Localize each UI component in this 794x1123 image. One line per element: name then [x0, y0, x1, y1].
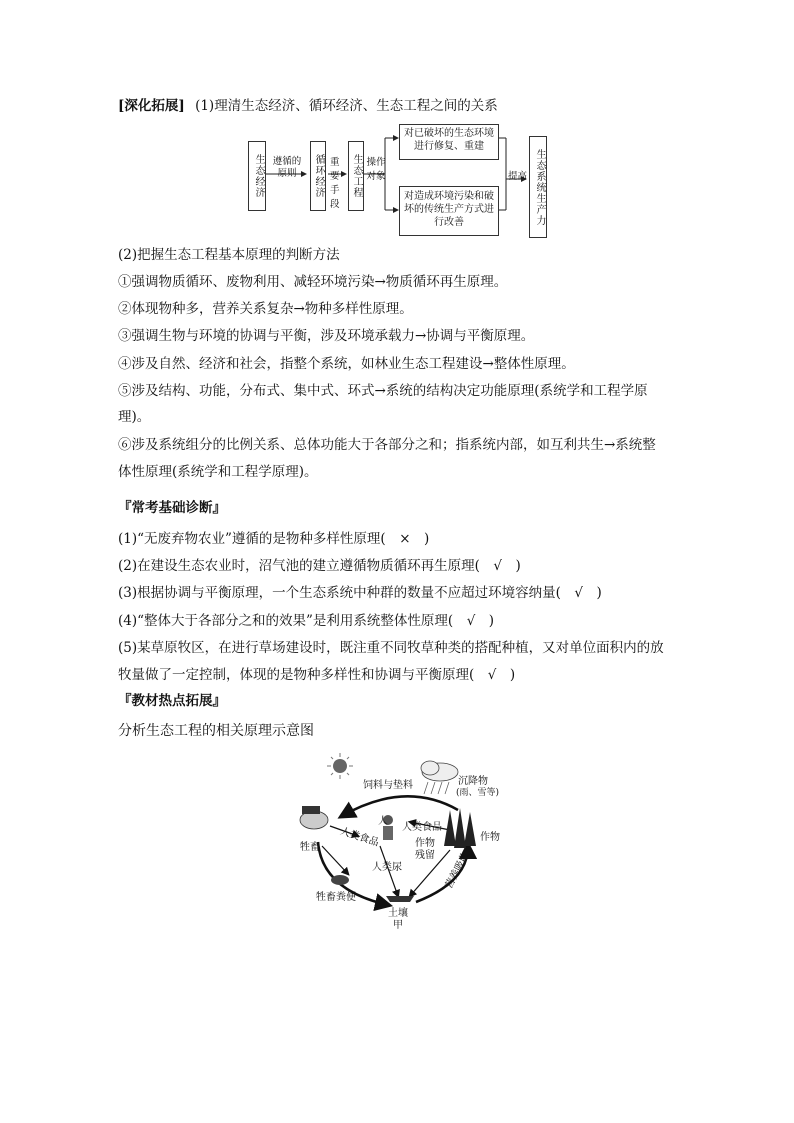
label-food-right: 人类食品: [402, 822, 442, 833]
label-op-text: 操作对象: [366, 157, 386, 182]
label-means-text: 重要手段: [330, 157, 340, 210]
paragraph-5: ⑤涉及结构、功能，分布式、集中式、环式→系统的结构决定功能原理(系统学和工程学原: [118, 383, 648, 399]
manure-icon: [331, 875, 349, 885]
label-nutrients: 营养吸收: [443, 850, 473, 891]
box-productivity: 生态系统生产力: [529, 136, 547, 238]
paragraph-6: 理)。: [118, 409, 151, 425]
label-feed: 饲料与垫料: [363, 780, 413, 791]
paragraph-7: ⑥涉及系统组分的比例关系、总体功能大于各部分之和；指系统内部，如互利共生→系统整: [118, 437, 656, 453]
cycle-diagram: [290, 750, 520, 930]
label-improve: 提高: [508, 171, 528, 182]
paragraph-2: ②体现物种多，营养关系复杂→物种多样性原理。: [118, 301, 413, 317]
judgment-5b: 牧量做了一定控制，体现的是物种多样性和协调与平衡原理( √ ): [118, 667, 516, 683]
sun-icon: [327, 753, 353, 779]
label-precipitation-sub: (雨、雪等): [456, 788, 500, 798]
box-target-improve: 对造成环境污染和破坏的传统生产方式进行改善: [399, 186, 499, 236]
judgment-4: (4)“整体大于各部分之和的效果”是利用系统整体性原理( √ ): [118, 613, 495, 629]
section-heading-1: [118, 97, 498, 115]
label-food-left: 人类食品: [338, 825, 381, 849]
relation-flowchart: [240, 124, 560, 240]
label-residue-text: 作物残留: [415, 838, 435, 861]
label-livestock: 牲畜: [300, 842, 320, 853]
label-soil: 土壤: [388, 908, 408, 919]
figure-caption: 甲: [393, 920, 403, 931]
judgment-2: (2)在建设生态农业时，沼气池的建立遵循物质循环再生原理( √ ): [118, 558, 521, 574]
label-crops: 作物: [480, 832, 500, 843]
livestock-icon: [300, 806, 328, 829]
label-follow: [270, 156, 304, 180]
paragraph-8: 体性原理(系统学和工程学原理)。: [118, 464, 318, 480]
paragraph-3: ③强调生物与环境的协调与平衡，涉及环境承载力→协调与平衡原理。: [118, 328, 535, 344]
figure-title: 分析生态工程的相关原理示意图: [118, 723, 314, 739]
label-precipitation: 沉降物: [458, 776, 488, 787]
paragraph-1: ①强调物质循环、废物利用、减轻环境污染→物质循环再生原理。: [118, 274, 508, 290]
box-eco-economy: 生态经济: [248, 141, 266, 211]
crops-icon: [444, 808, 476, 848]
paragraph-4: ④涉及自然、经济和社会，指整个系统，如林业生态工程建设→整体性原理。: [118, 356, 575, 372]
soil-icon: [386, 896, 414, 902]
label-means: [330, 156, 346, 212]
label-human-waste: 人类尿: [372, 862, 402, 873]
label-follow-text: 遵循的原则: [272, 156, 302, 179]
label-residue: [414, 838, 436, 862]
box-eco-engineering: 生态工程: [348, 141, 364, 211]
box-circular-economy: 循环经济: [310, 141, 326, 211]
label-manure: 牲畜粪便: [316, 892, 356, 903]
section-heading-2: 『常考基础诊断』: [118, 500, 226, 516]
paragraph-0: (2)把握生态工程基本原理的判断方法: [118, 247, 340, 263]
judgment-3: (3)根据协调与平衡原理，一个生态系统中种群的数量不应超过环境容纳量( √ ): [118, 585, 602, 601]
section-heading-3: 『教材热点拓展』: [118, 693, 226, 709]
box-target-restore: 对已破坏的生态环境进行修复、重建: [399, 124, 499, 160]
judgment-5a: (5)某草原牧区，在进行草场建设时，既注重不同牧草种类的搭配种植，又对单位面积内的放: [118, 640, 664, 656]
heading-title: (1)理清生态经济、循环经济、生态工程之间的关系: [195, 98, 498, 114]
label-op: [365, 156, 387, 184]
cloud-icon: [421, 761, 458, 794]
heading-tag: [深化拓展]: [118, 98, 185, 114]
judgment-1: (1)“无废弃物农业”遵循的是物种多样性原理( × ): [118, 531, 430, 547]
label-human: 人: [378, 816, 388, 827]
